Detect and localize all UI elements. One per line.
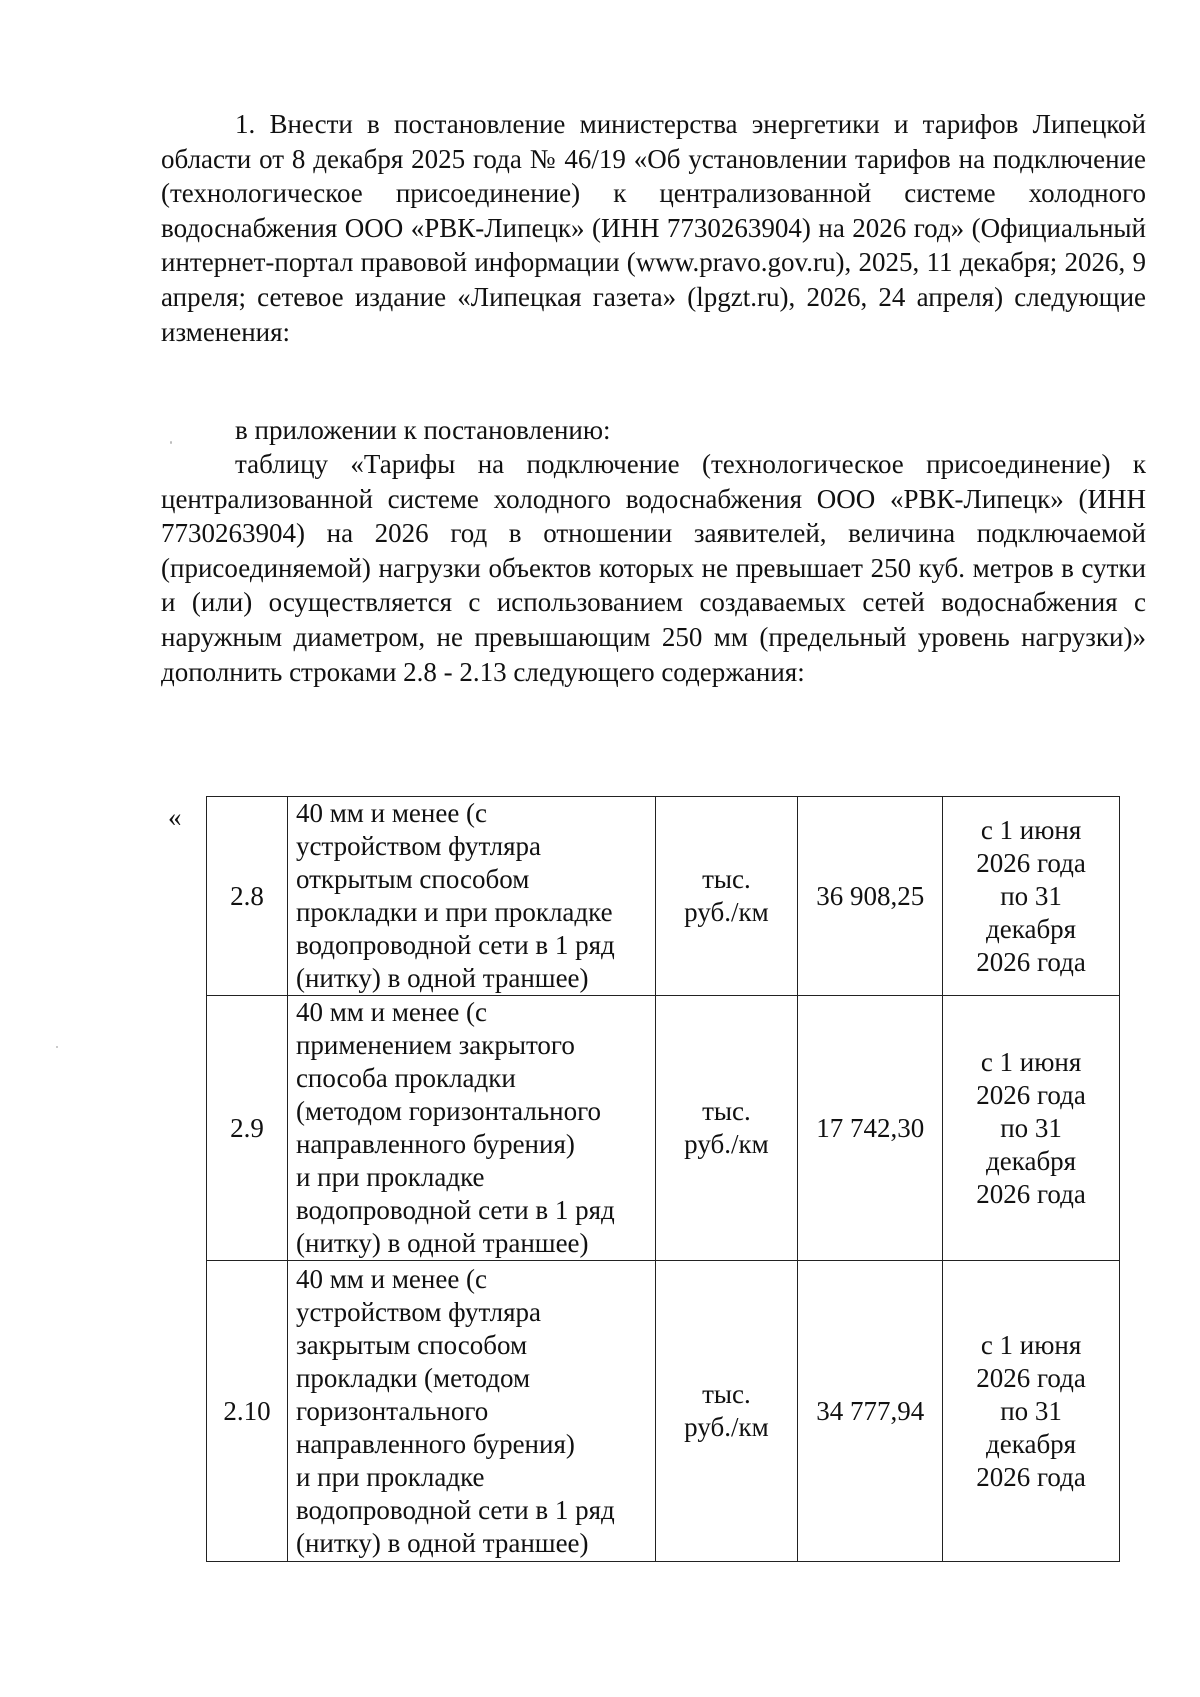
row-period-cell — [943, 996, 1120, 1261]
paragraph-amendment-intro: 1. Внести в постановление министерства энергетики и тарифов Липецкой области от 8 декабря 2025 года № 46/19 «Об установлении тарифов на подключение (технологическое присоединение) к централизованной системе холодного водоснабжения ООО «РВК-Липецк» (ИНН 7730263904) на 2026 год» (Официальный интернет-портал правовой информации (www.pravo.gov.ru), 2025, 11 декабря; 2026, 9 апреля; сетевое издание «Липецкая газета» (lpgzt.ru), 2026, 24 апреля) следующие изменения: — [161, 109, 1146, 347]
row-value-cell: 34 777,94 — [798, 1261, 943, 1562]
period-line: по 31 — [1000, 1112, 1062, 1143]
description-line: устройством футляра — [295, 831, 542, 861]
description-line: устройством футляра — [295, 1296, 542, 1327]
row-unit-cell — [655, 1261, 798, 1562]
row-value-cell: 36 908,25 — [798, 797, 943, 996]
tariff-table — [206, 796, 1120, 1562]
description-line: водопроводной сети в 1 ряд — [295, 1195, 615, 1225]
period-line: 2026 года — [976, 1178, 1086, 1209]
scan-speck — [170, 441, 172, 444]
description-line: открытым способом — [295, 864, 530, 894]
period-line: декабря — [986, 1145, 1077, 1176]
description-line: направленного бурения) — [295, 1129, 575, 1159]
row-description-cell — [287, 996, 655, 1261]
paragraph-annex-reference: в приложении к постановлению: — [235, 415, 611, 445]
row-period-cell — [943, 797, 1120, 996]
period-line: с 1 июня — [980, 814, 1082, 845]
period-line: декабря — [986, 1428, 1077, 1459]
unit-line: руб./км — [684, 897, 769, 927]
description-line: водопроводной сети в 1 ряд — [295, 1494, 615, 1525]
row-description-cell — [287, 1261, 655, 1562]
period-line: декабря — [986, 913, 1077, 944]
period-line: по 31 — [1000, 1395, 1062, 1426]
description-line: горизонтального — [295, 1395, 489, 1426]
description-line: прокладки (методом — [295, 1362, 531, 1393]
period-line: 2026 года — [976, 946, 1086, 977]
description-line: 40 мм и менее (с — [295, 997, 488, 1027]
period-line: с 1 июня — [980, 1046, 1082, 1077]
period-line: 2026 года — [976, 1079, 1086, 1110]
description-line: способа прокладки — [295, 1063, 516, 1093]
unit-line: руб./км — [684, 1129, 769, 1159]
description-line: 40 мм и менее (с — [295, 798, 488, 828]
row-description-cell — [287, 797, 655, 996]
row-number-cell: 2.9 — [207, 996, 288, 1261]
scan-speck — [56, 1046, 58, 1048]
opening-quote-mark: « — [168, 802, 182, 832]
row-period-cell — [943, 1261, 1120, 1562]
description-line: применением закрытого — [295, 1030, 575, 1060]
description-line: прокладки и при прокладке — [295, 897, 613, 927]
row-number-cell: 2.8 — [207, 797, 288, 996]
description-line: направленного бурения) — [295, 1428, 575, 1459]
paragraph-table-addition: таблицу «Тарифы на подключение (технологическое присоединение) к централизованной системе холодного водоснабжения ООО «РВК-Липецк» (ИНН 7730263904) на 2026 год в отношении заявителей, величина подключаемой (присоединяемой) нагрузки объектов которых не превышает 250 куб. метров в сутки и (или) осуществляется с использованием создаваемых сетей водоснабжения с наружным диаметром, не превышающим 250 мм (предельный уровень нагрузки)» дополнить строками 2.8 - 2.13 следующего содержания: — [161, 449, 1146, 687]
period-line: 2026 года — [976, 847, 1086, 878]
row-unit-cell — [655, 996, 798, 1261]
period-line: с 1 июня — [980, 1329, 1082, 1360]
unit-line: тыс. — [702, 864, 751, 894]
unit-line: тыс. — [702, 1379, 751, 1409]
row-value-cell: 17 742,30 — [798, 996, 943, 1261]
table-row — [207, 996, 1120, 1261]
description-line: (нитку) в одной траншее) — [295, 1527, 589, 1558]
period-line: 2026 года — [976, 1362, 1086, 1393]
unit-line: руб./км — [684, 1412, 769, 1442]
description-line: закрытым способом — [295, 1329, 528, 1360]
description-line: (методом горизонтального — [295, 1096, 602, 1126]
row-unit-cell — [655, 797, 798, 996]
description-line: 40 мм и менее (с — [295, 1263, 488, 1294]
table-row — [207, 1261, 1120, 1562]
table-row — [207, 797, 1120, 996]
period-line: по 31 — [1000, 880, 1062, 911]
unit-line: тыс. — [702, 1096, 751, 1126]
description-line: и при прокладке — [295, 1162, 485, 1192]
description-line: (нитку) в одной траншее) — [295, 1228, 589, 1258]
description-line: и при прокладке — [295, 1461, 485, 1492]
period-line: 2026 года — [976, 1461, 1086, 1492]
row-number-cell: 2.10 — [207, 1261, 288, 1562]
description-line: (нитку) в одной траншее) — [295, 963, 589, 993]
description-line: водопроводной сети в 1 ряд — [295, 930, 615, 960]
